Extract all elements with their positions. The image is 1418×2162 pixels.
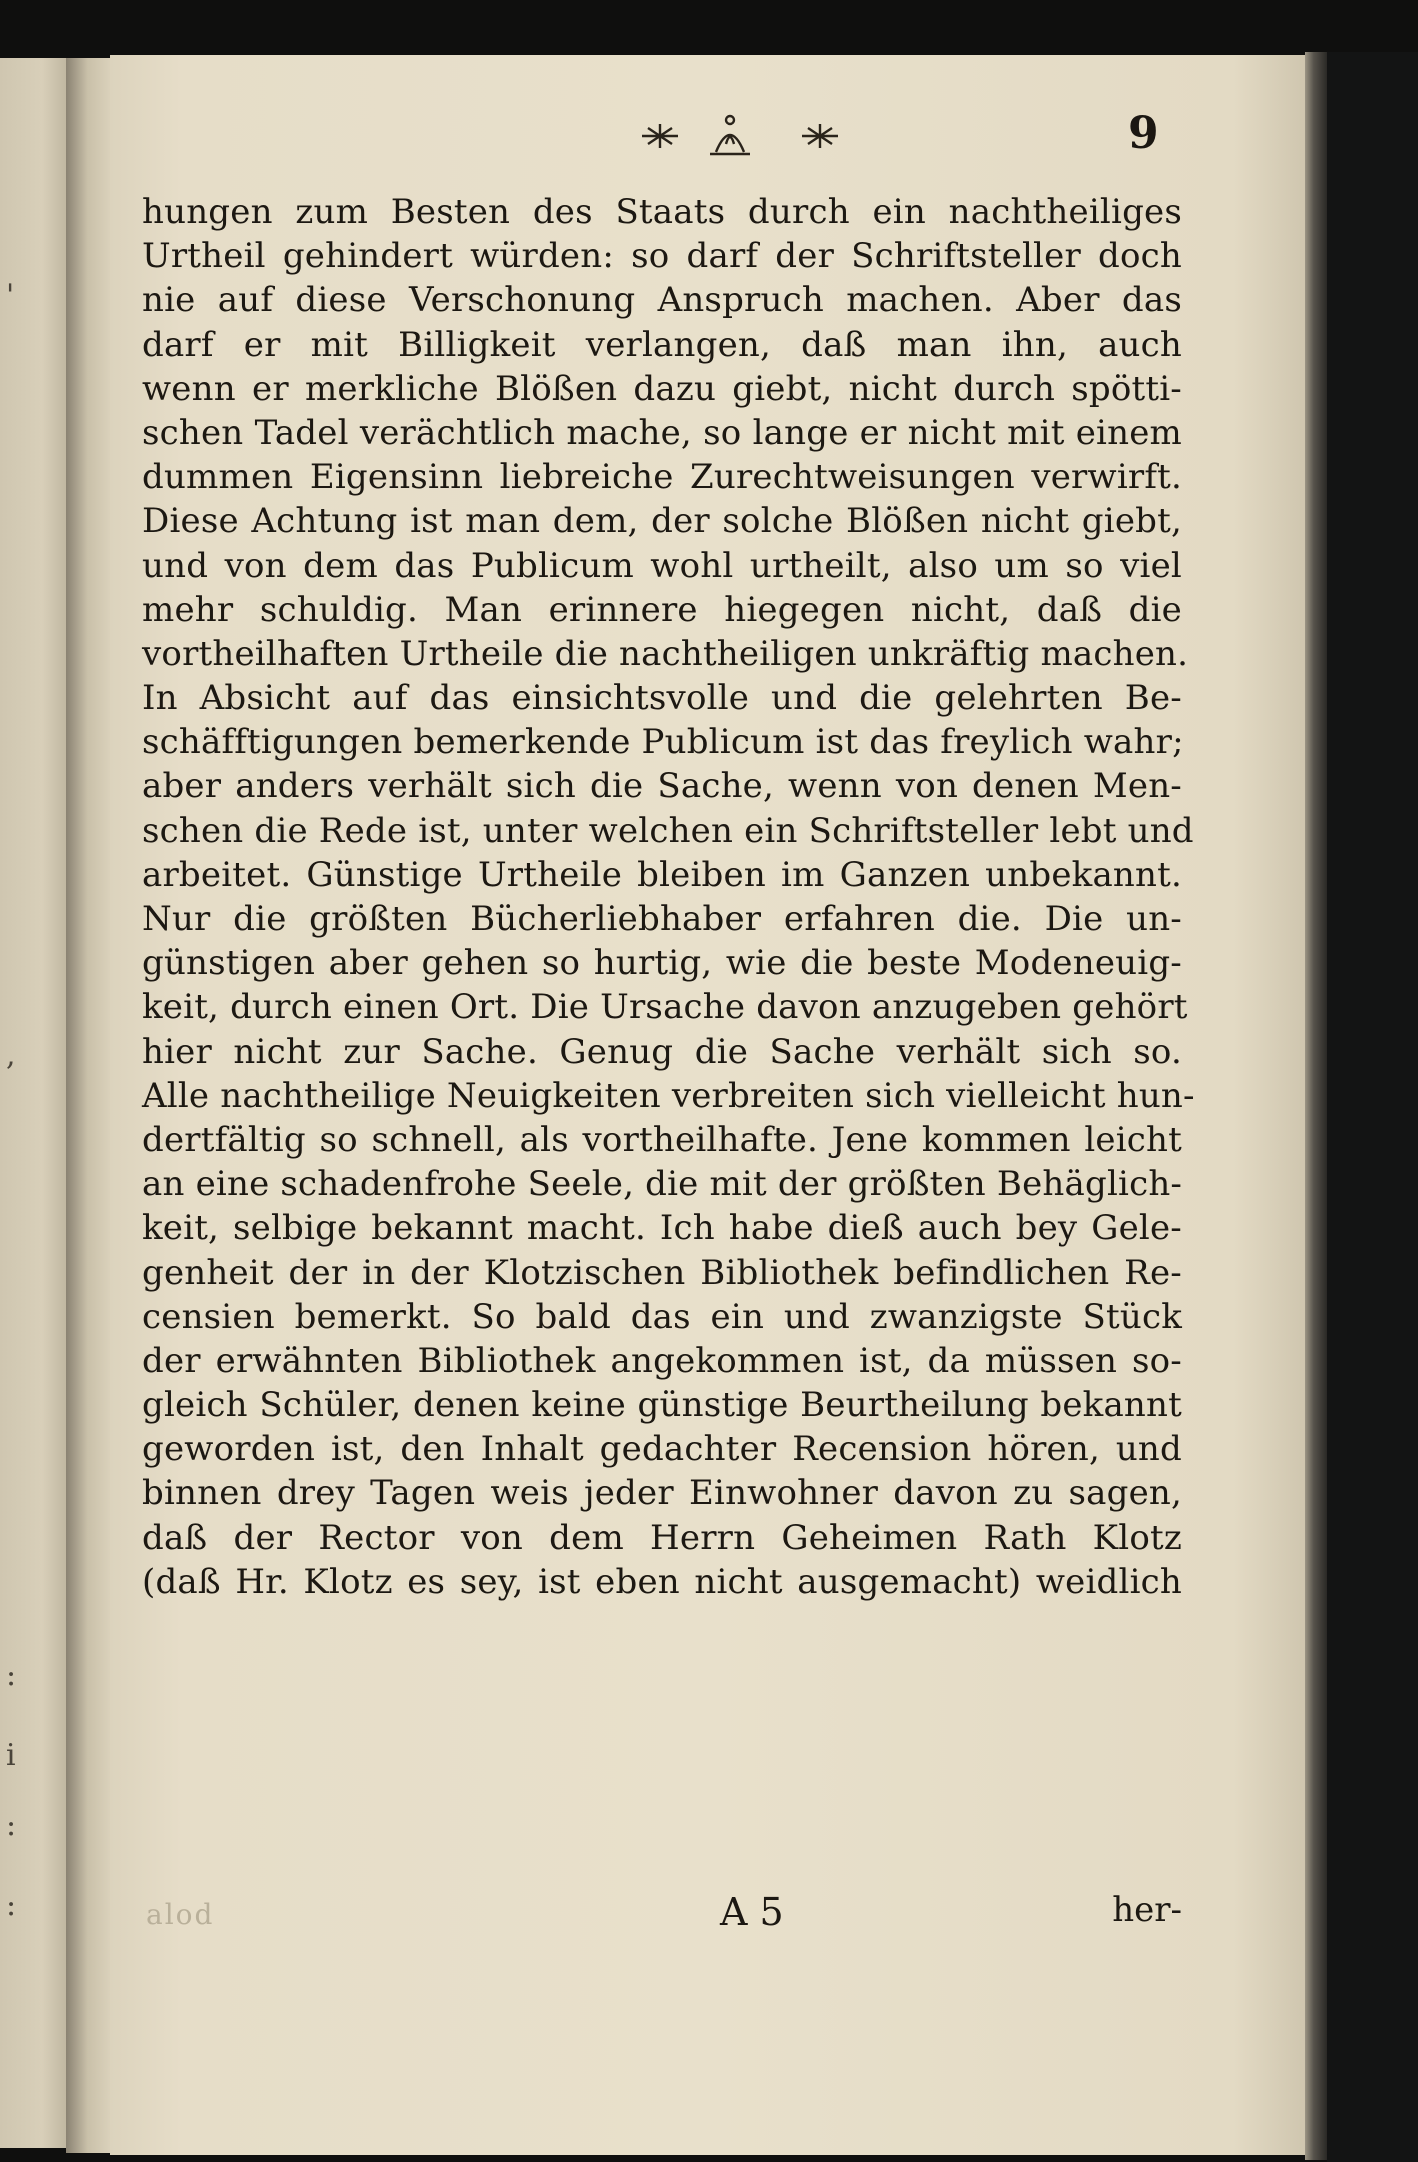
text-line: an eine schadenfrohe Seele, die mit der größten Behäglich-: [142, 1164, 1183, 1205]
text-line: schen Tadel verächtlich mache, so lange er nicht mit einem: [142, 412, 1182, 453]
text-line: censien bemerkt. So bald das ein und zwanzigste Stück: [142, 1296, 1182, 1337]
signature-mark: A 5: [720, 1890, 784, 1934]
text-line: Alle nachtheilige Neuigkeiten verbreiten sich vielleicht hun-: [142, 1075, 1195, 1116]
text-line: mehr schuldig. Man erinnere hiegegen nicht, daß die: [142, 589, 1182, 630]
text-line: daß der Rector von dem Herrn Geheimen Rath Klotz: [142, 1517, 1182, 1558]
text-line: hungen zum Besten des Staats durch ein nachtheiliges: [142, 192, 1182, 232]
text-line: dummen Eigensinn liebreiche Zurechtweisungen verwirft.: [142, 457, 1182, 498]
text-line: vortheilhaften Urtheile die nachtheiligen unkräftig machen.: [142, 633, 1189, 674]
book-cover-edge: [1327, 52, 1418, 2162]
catchword: her-: [1112, 1890, 1182, 1930]
book-gutter: [66, 58, 114, 2153]
text-line: schen die Rede ist, unter welchen ein Schriftsteller lebt und: [142, 810, 1194, 851]
text-line: keit, durch einen Ort. Die Ursache davon anzugeben gehört: [142, 987, 1188, 1028]
text-line: arbeitet. Günstige Urtheile bleiben im Ganzen unbekannt.: [142, 854, 1182, 895]
text-line: aber anders verhält sich die Sache, wenn von denen Men-: [142, 766, 1182, 807]
text-line: Diese Achtung ist man dem, der solche Blößen nicht giebt,: [142, 501, 1182, 542]
page-edge-shadow: [1305, 52, 1327, 2160]
text-line: (daß Hr. Klotz es sey, ist eben nicht ausgemacht) weidlich: [142, 1561, 1182, 1602]
text-line: geworden ist, den Inhalt gedachter Recension hören, und: [142, 1429, 1182, 1470]
text-line: darf er mit Billigkeit verlangen, daß man ihn, auch: [142, 324, 1182, 365]
text-line: genheit der in der Klotzischen Bibliothek befindlichen Re-: [142, 1252, 1182, 1293]
text-line: Nur die größten Bücherliebhaber erfahren die. Die un-: [142, 899, 1182, 939]
text-line: wenn er merkliche Blößen dazu giebt, nicht durch spötti-: [142, 368, 1182, 409]
page-header: [110, 100, 1305, 170]
text-line: Urtheil gehindert würden: so darf der Schriftsteller doch: [142, 236, 1182, 277]
text-line: keit, selbige bekannt macht. Ich habe dieß auch bey Gele-: [142, 1208, 1182, 1249]
page-number: 9: [1128, 108, 1159, 159]
text-line: nie auf diese Verschonung Anspruch machen. Aber das: [142, 280, 1182, 321]
text-line: schäfftigungen bemerkende Publicum ist das freylich wahr;: [142, 722, 1184, 763]
text-line: der erwähnten Bibliothek angekommen ist, da müssen so-: [142, 1340, 1182, 1381]
text-line: hier nicht zur Sache. Genug die Sache verhält sich so.: [142, 1031, 1182, 1072]
bleed-through-text: alod: [146, 1898, 215, 1931]
page-footer: [142, 1890, 1182, 1950]
text-line: In Absicht auf das einsichtsvolle und die gelehrten Be-: [142, 678, 1182, 719]
previous-page-marks: ' , : i : :: [6, 278, 17, 1923]
text-line: binnen drey Tagen weis jeder Einwohner davon zu sagen,: [142, 1473, 1182, 1514]
printer-ornament: [530, 100, 950, 170]
body-text: [142, 190, 1195, 1604]
text-line: gleich Schüler, denen keine günstige Beurtheilung bekannt: [142, 1385, 1182, 1426]
text-line: dertfältig so schnell, als vortheilhafte. Jene kommen leicht: [142, 1119, 1182, 1160]
text-line: günstigen aber gehen so hurtig, wie die beste Modeneuig-: [142, 943, 1182, 984]
text-line: und von dem das Publicum wohl urtheilt, also um so viel: [142, 545, 1182, 586]
